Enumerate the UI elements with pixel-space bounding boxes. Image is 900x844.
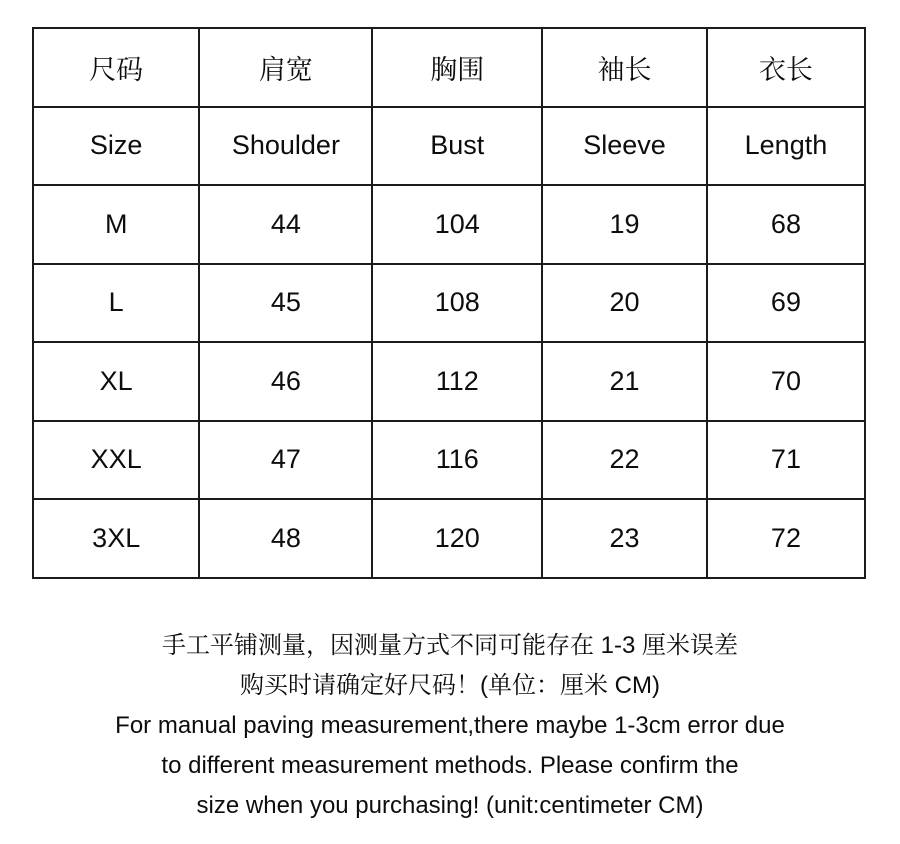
cell-size: M [33,185,199,264]
table-row-3xl [33,499,865,578]
header-cell-bust-en: Bust [372,107,542,186]
cell-shoulder: 47 [199,421,372,500]
header-row-chinese [33,28,865,107]
header-row-english [33,107,865,186]
cell-length: 72 [707,499,865,578]
header-cell-shoulder-zh: 肩宽 [199,28,372,107]
cell-shoulder: 44 [199,185,372,264]
note-en-line3: size when you purchasing! (unit:centimeter CM) [196,792,704,819]
cell-size: XXL [33,421,199,500]
header-cell-length-en: Length [707,107,865,186]
cell-shoulder: 48 [199,499,372,578]
table-row-xxl [33,421,865,500]
cell-bust: 112 [372,342,542,421]
note-zh-line2: 购买时请确定好尺码！(单位：厘米 CM) [240,672,660,699]
cell-length: 69 [707,264,865,343]
header-cell-length-zh: 衣长 [707,28,865,107]
table-row-xl [33,342,865,421]
cell-length: 68 [707,185,865,264]
cell-length: 71 [707,421,865,500]
measurement-notes [0,626,900,826]
note-zh-line1: 手工平铺测量，因测量方式不同可能存在 1-3 厘米误差 [161,632,739,659]
header-cell-bust-zh: 胸围 [372,28,542,107]
note-en-line1: For manual paving measurement,there maybe 1-3cm error due [115,712,785,739]
cell-sleeve: 21 [542,342,707,421]
cell-shoulder: 46 [199,342,372,421]
cell-bust: 104 [372,185,542,264]
header-cell-size-en: Size [33,107,199,186]
cell-length: 70 [707,342,865,421]
header-cell-sleeve-en: Sleeve [542,107,707,186]
cell-sleeve: 19 [542,185,707,264]
header-cell-shoulder-en: Shoulder [199,107,372,186]
header-cell-size-zh: 尺码 [33,28,199,107]
table-row-l [33,264,865,343]
cell-sleeve: 20 [542,264,707,343]
cell-size: 3XL [33,499,199,578]
cell-size: XL [33,342,199,421]
cell-size: L [33,264,199,343]
cell-shoulder: 45 [199,264,372,343]
cell-bust: 116 [372,421,542,500]
table-row-m [33,185,865,264]
cell-sleeve: 23 [542,499,707,578]
header-cell-sleeve-zh: 袖长 [542,28,707,107]
cell-bust: 108 [372,264,542,343]
size-chart-table [32,27,866,579]
note-en-line2: to different measurement methods. Please confirm the [161,752,739,779]
cell-sleeve: 22 [542,421,707,500]
cell-bust: 120 [372,499,542,578]
